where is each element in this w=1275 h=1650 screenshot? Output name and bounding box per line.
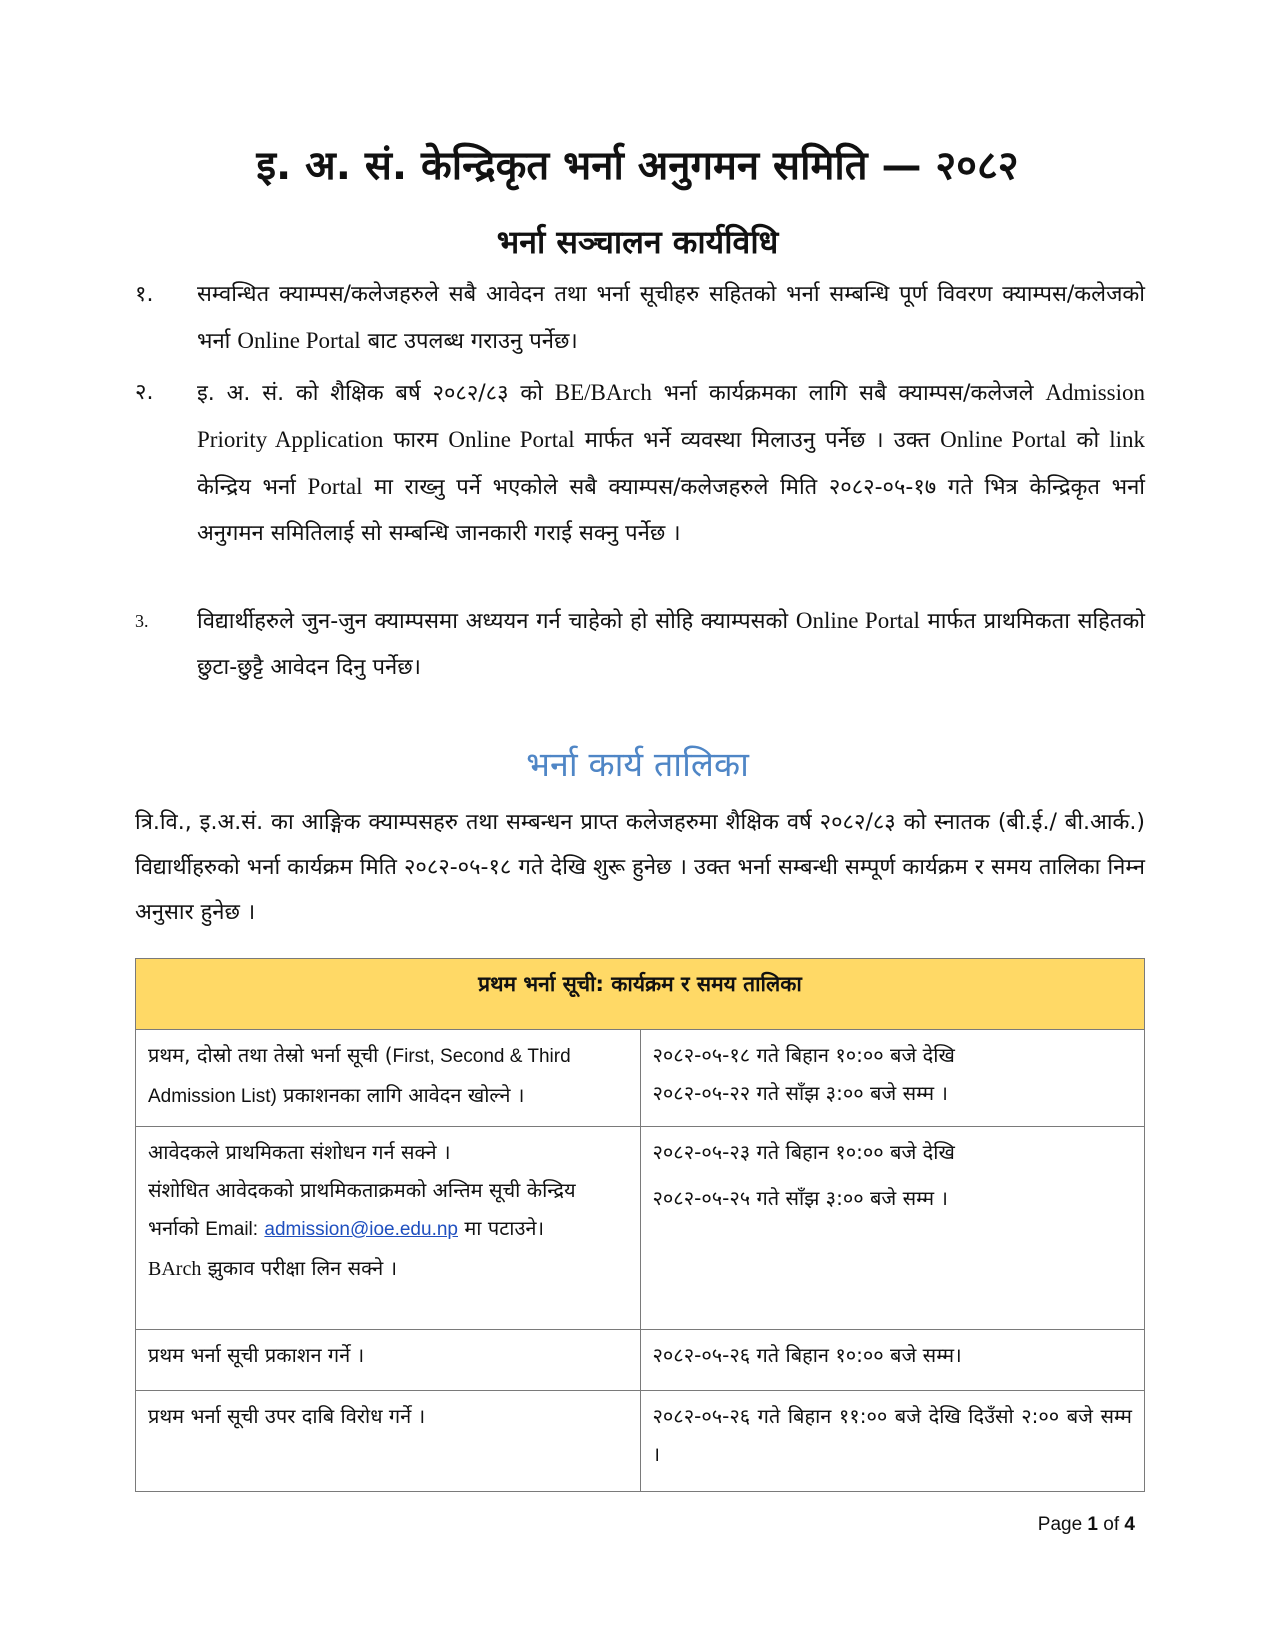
activity-cell: प्रथम भर्ना सूची प्रकाशन गर्ने । [136,1330,641,1391]
table-row [136,1030,1145,1127]
item-text-part: link [1109,427,1145,452]
item-text-part: Portal [307,474,363,499]
section-heading: भर्ना कार्य तालिका [526,745,749,785]
time-cell [640,1127,1145,1330]
numbered-item-1 [135,272,1145,365]
table-row [136,1127,1145,1330]
item-number: 3. [135,611,149,631]
activity-cell [136,1030,641,1127]
page-label: Page [1037,1514,1083,1535]
item-text-part: केन्द्रिय भर्ना [197,475,308,500]
activity-text-part: मा पटाउने। [457,1216,545,1240]
activity-text [148,1249,628,1288]
email-label: Email: [205,1219,259,1240]
item-text-part: मार्फत प्राथमिकता सहितको छुटा-छुट्टै आवेदन दिनु पर्नेछ। [197,609,1145,680]
activity-text-part: BArch [148,1258,202,1280]
item-text-part: फारम [383,428,449,453]
page-footer [1038,1514,1135,1536]
item-text-part: को [1066,428,1110,453]
item-number: १. [135,282,154,307]
item-text-part: बाट उपलब्ध गराउनु पर्नेछ। [360,329,578,354]
activity-cell: प्रथम भर्ना सूची उपर दाबि विरोध गर्ने । [136,1391,641,1492]
activity-text: प्रथम, दोस्रो तथा तेस्रो भर्ना सूची ( [148,1043,393,1067]
table-header-row [136,959,1145,1030]
item-text-part: विद्यार्थीहरुले जुन-जुन क्याम्पसमा अध्ययन गर्न चाहेको हो सोहि क्याम्पसको [197,609,796,634]
numbered-item-2 [135,370,1145,557]
item-text-part: Online Portal [237,328,361,353]
table-row [136,1330,1145,1391]
time-end: २०८२-०५-२५ गते साँझ ३:०० बजे सम्म । [652,1186,948,1210]
item-text-part: भर्ना कार्यक्रमका लागि सबै क्याम्पस/कलेजले [651,381,1046,406]
document-title: इ. अ. सं. केन्द्रिकृत भर्ना अनुगमन समिति — २०८२ [256,143,1019,189]
time-start: २०८२-०५-२३ गते बिहान १०:०० बजे देखि [652,1140,955,1164]
page-of-label: of [1103,1514,1120,1535]
item-text-part: Online Portal [795,608,920,633]
item-text [197,272,1145,365]
activity-text [148,1171,628,1249]
time-end: २०८२-०५-२२ गते साँझ ३:०० बजे सम्म । [652,1081,948,1105]
item-number: २. [135,380,154,405]
activity-text-en: First, Second & Third Admission List) [148,1046,571,1107]
item-text-part: Online Portal [940,427,1067,452]
email-link[interactable]: admission@ioe.edu.np [264,1219,458,1240]
page-total: 4 [1124,1514,1135,1535]
activity-cell [136,1127,641,1330]
schedule-table [135,958,1145,1492]
activity-text: प्रकाशनका लागि आवेदन खोल्ने । [276,1083,525,1107]
activity-text-part: झुकाव परीक्षा लिन सक्ने । [201,1256,398,1280]
item-text-part: Admission Priority Application [197,380,1145,452]
item-text-part: मार्फत भर्ने व्यवस्था मिलाउनु पर्नेछ । उक्त [574,428,941,453]
time-cell: २०८२-०५-२६ गते बिहान १०:०० बजे सम्म। [640,1330,1145,1391]
document-subtitle: भर्ना सञ्चालन कार्यविधि [496,223,779,261]
numbered-item-3 [135,598,1145,691]
activity-text-part: संशोधित आवेदकको प्राथमिकताक्रमको अन्तिम सूची केन्द्रिय भर्नाको [148,1178,576,1240]
item-text [197,598,1145,691]
item-text-part: इ. अ. सं. को शैक्षिक बर्ष २०८२/८३ को [197,381,555,406]
intro-paragraph: त्रि.वि., इ.अ.सं. का आङ्गिक क्याम्पसहरु तथा सम्बन्धन प्राप्त कलेजहरुमा शैक्षिक वर्ष २०८२/८३ को स्नातक (बी.ई./ बी.आर्क.) विद्यार्थीहरुको भर्ना कार्यक्रम मिति २०८२-०५-१८ गते देखि शुरू हुनेछ । उक्त भर्ना सम्बन्धी सम्पूर्ण कार्यक्रम र समय तालिका निम्न अनुसार हुनेछ । [135,810,1145,925]
item-text-part: मा राख्नु पर्ने भएकोले सबै क्याम्पस/कलेजहरुले मिति २०८२-०५-१७ गते भित्र केन्द्रिकृत भर्ना अनुगमन समितिलाई सो सम्बन्धि जानकारी गराई सक्नु पर्नेछ । [197,475,1145,546]
item-text-part: Online Portal [448,427,575,452]
time-start: २०८२-०५-१८ गते बिहान १०:०० बजे देखि [652,1043,955,1067]
item-text-part: सम्वन्धित क्याम्पस/कलेजहरुले सबै आवेदन तथा भर्ना सूचीहरु सहितको भर्ना सम्बन्धि पूर्ण विवरण क्याम्पस/कलेजको भर्ना [197,282,1145,354]
table-row [136,1391,1145,1492]
time-cell: २०८२-०५-२६ गते बिहान ११:०० बजे देखि दिउँसो २:०० बजे सम्म । [640,1391,1145,1492]
time-cell [640,1030,1145,1127]
activity-text: आवेदकले प्राथमिकता संशोधन गर्न सक्ने । [148,1140,451,1164]
table-header: प्रथम भर्ना सूची: कार्यक्रम र समय तालिका [136,959,1145,1030]
item-text-part: BE/BArch [554,380,652,405]
item-text [197,370,1145,557]
page-current: 1 [1087,1514,1098,1535]
